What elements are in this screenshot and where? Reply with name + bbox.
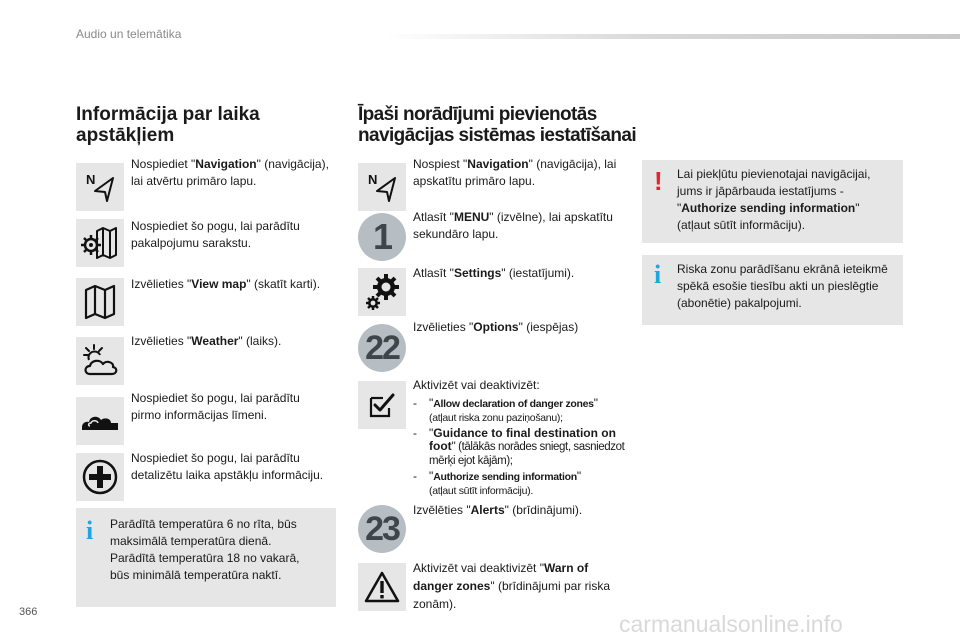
settings-icon <box>358 268 406 316</box>
step-text: Izvēlēties "Alerts" (brīdinājumi). <box>413 503 583 517</box>
list-item: - "Authorize sending information" (atļaut sūtīt informāciju). <box>413 469 582 497</box>
step-text: Atlasīt "MENU" (izvēlne), lai apskatītu sekundāro lapu. <box>413 210 613 241</box>
weather-item-text: Nospiediet šo pogu, lai parādītu detalizētu laika apstākļu informāciju. <box>131 451 324 482</box>
weather-item-text: Izvēlieties "Weather" (laiks). <box>131 334 282 348</box>
info-box <box>642 255 903 325</box>
temperature-info-text: Parādītā temperatūra 6 no rīta, būs maksimālā temperatūra dienā. Parādītā temperatūra 18 no vakarā, būs minimālā temperatūra naktī. <box>110 517 300 582</box>
step-badge-23: 23 <box>358 505 406 553</box>
step-badge-22: 22 <box>358 324 406 372</box>
weather-icon <box>76 337 124 385</box>
settings-map-icon <box>76 219 124 267</box>
weather-heading: Informācija par laika apstākļiem <box>76 104 260 146</box>
weather-item-text: Izvēlieties "View map" (skatīt karti). <box>131 277 321 291</box>
navigation-icon <box>358 163 406 211</box>
cloud-icon <box>76 397 124 445</box>
svg-text:N: N <box>86 172 96 187</box>
step-text: Aktivizēt vai deaktivizēt "Warn of danger zones" (brīdinājumi par riska zonām). <box>413 561 610 611</box>
step-text: Izvēlieties "Options" (iespējas) <box>413 320 579 334</box>
checkbox-icon <box>358 381 406 429</box>
step-text: Nospiest "Navigation" (navigācija), lai apskatītu primāro lapu. <box>413 157 617 188</box>
info-icon: i <box>654 260 662 289</box>
info-text: Riska zonu parādīšanu ekrānā ieteikmē spēkā esošie tiesību akti un pieslēgtie (abonētie) pakalpojumi. <box>677 262 888 310</box>
svg-text:N: N <box>368 172 378 187</box>
weather-item-text: Nospiediet "Navigation" (navigācija), lai atvērtu primāro lapu. <box>131 157 329 188</box>
step-badge-1: 1 <box>358 213 406 261</box>
list-item: - "Allow declaration of danger zones" (atļaut riska zonu paziņošanu); <box>413 396 598 424</box>
step-text: Aktivizēt vai deaktivizēt: <box>413 378 540 392</box>
section-title: Audio un telemātika <box>76 27 182 41</box>
warning-icon: ! <box>654 166 663 196</box>
plus-icon <box>76 453 124 501</box>
toggle-options-list <box>413 397 625 500</box>
weather-item-text: Nospiediet šo pogu, lai parādītu pirmo informācijas līmeni. <box>131 391 300 422</box>
watermark: carmanualsonline.info <box>619 611 843 637</box>
map-icon <box>76 278 124 326</box>
navigation-icon <box>76 163 124 211</box>
warning-box <box>642 160 903 243</box>
list-item: - "Guidance to final destination on foot" (tālākās norādes sniegt, sasniedzot mērķi ejot kājām); <box>413 426 625 467</box>
temperature-info-box <box>76 508 336 607</box>
navigation-settings-heading: Īpaši norādījumi pievienotās navigācijas sistēmas iestatīšanai <box>358 104 637 146</box>
step-text: Atlasīt "Settings" (iestatījumi). <box>413 266 575 280</box>
warning-triangle-icon <box>358 563 406 611</box>
info-icon: i <box>86 516 94 545</box>
warning-text: Lai piekļūtu pievienotajai navigācijai, jums ir jāpārbauda iestatījums - "Authorize sending information" (atļaut sūtīt informāciju). <box>677 167 871 232</box>
header-divider <box>385 34 960 39</box>
page-number: 366 <box>19 606 38 618</box>
weather-item-text: Nospiediet šo pogu, lai parādītu pakalpojumu sarakstu. <box>131 219 300 250</box>
